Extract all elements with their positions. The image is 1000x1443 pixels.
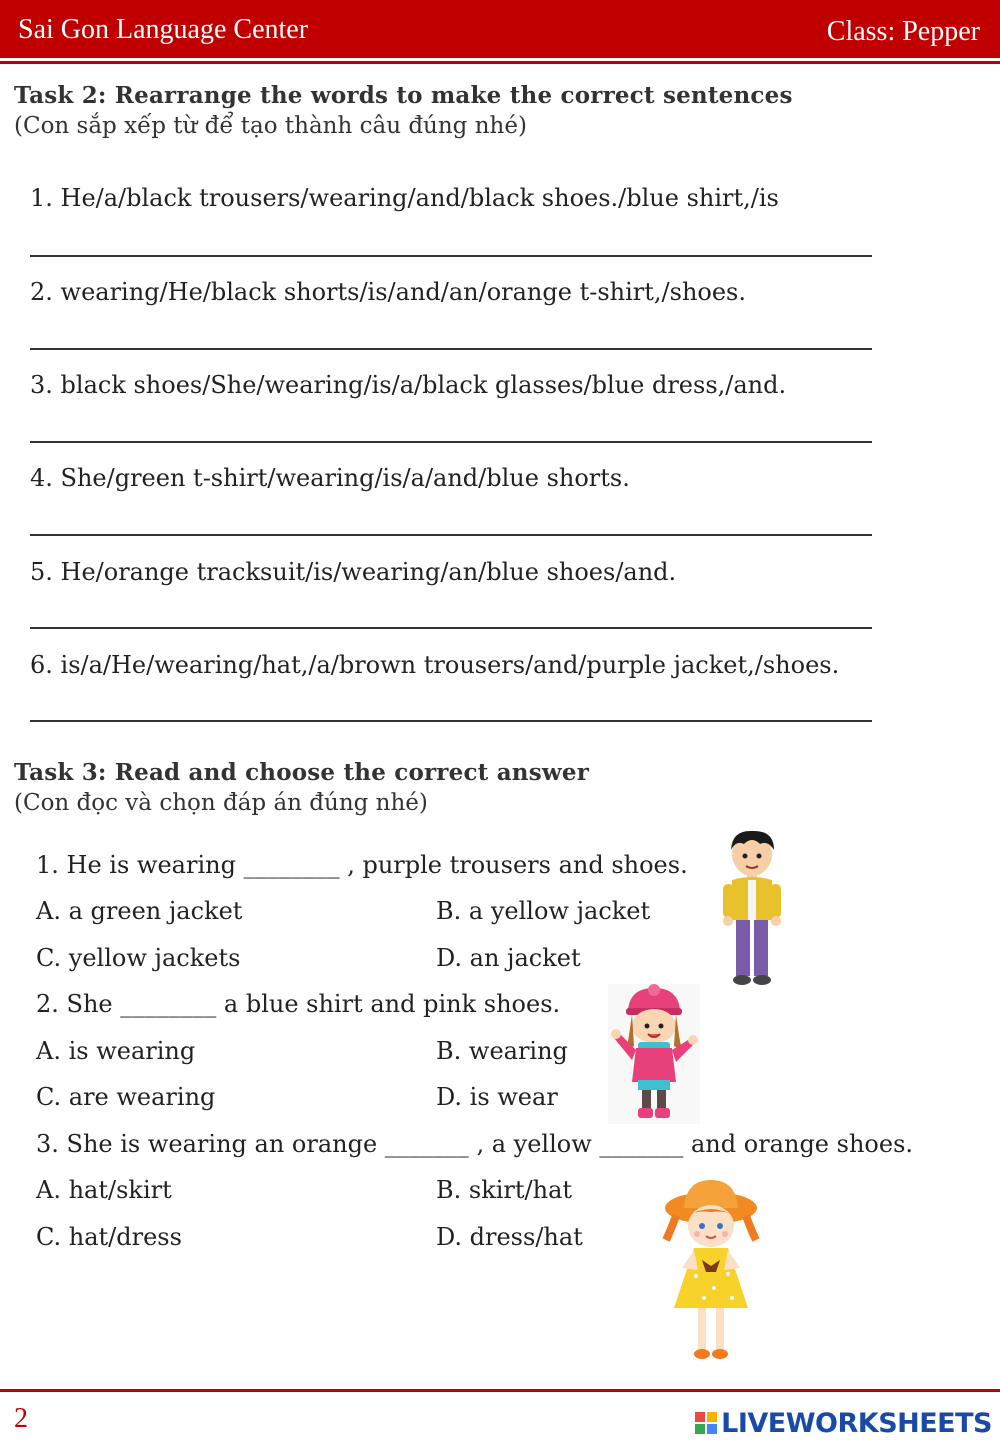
task2-answer-line-4[interactable] [30, 534, 872, 536]
q1-option-d[interactable]: D. an jacket [436, 944, 581, 972]
task2-sentence-3: 3. black shoes/She/wearing/is/a/black glasses/blue dress,/and. [30, 371, 787, 399]
footer-rule [0, 1389, 1000, 1392]
task2-sentence-2: 2. wearing/He/black shorts/is/and/an/orange t-shirt,/shoes. [30, 278, 746, 306]
q1-option-b[interactable]: B. a yellow jacket [436, 897, 651, 925]
logo-blocks-icon [695, 1412, 717, 1434]
q3-option-c[interactable]: C. hat/dress [36, 1223, 182, 1251]
task3-question-3: 3. She is wearing an orange _______ , a yellow _______ and orange shoes. [36, 1130, 914, 1158]
q3-option-a[interactable]: A. hat/skirt [36, 1176, 172, 1204]
liveworksheets-logo[interactable] [695, 1406, 992, 1440]
task2-answer-line-5[interactable] [30, 627, 872, 629]
header-rule [0, 61, 1000, 64]
q2-option-b[interactable]: B. wearing [436, 1037, 568, 1065]
q2-option-d[interactable]: D. is wear [436, 1083, 558, 1111]
girl-pink-clothes-illustration [608, 984, 700, 1124]
task2-subtitle: (Con sắp xếp từ để tạo thành câu đúng nhé) [14, 113, 527, 139]
task2-answer-line-1[interactable] [30, 255, 872, 257]
task3-question-1: 1. He is wearing ________ , purple trousers and shoes. [36, 851, 688, 879]
girl-orange-hat-illustration [656, 1176, 766, 1366]
task2-sentence-5: 5. He/orange tracksuit/is/wearing/an/blue shoes/and. [30, 558, 677, 586]
task3-subtitle: (Con đọc và chọn đáp án đúng nhé) [14, 790, 428, 816]
q3-option-d[interactable]: D. dress/hat [436, 1223, 583, 1251]
boy-yellow-jacket-illustration [718, 828, 786, 986]
task2-title: Task 2: Rearrange the words to make the correct sentences [14, 82, 793, 109]
task2-answer-line-3[interactable] [30, 441, 872, 443]
task2-sentence-4: 4. She/green t-shirt/wearing/is/a/and/blue shorts. [30, 464, 630, 492]
logo-text: LIVEWORKSHEETS [721, 1407, 992, 1439]
task2-sentence-1: 1. He/a/black trousers/wearing/and/black shoes./blue shirt,/is [30, 184, 779, 212]
header-bar [0, 0, 1000, 58]
page-number: 2 [14, 1403, 28, 1434]
task2-answer-line-6[interactable] [30, 720, 872, 722]
task3-title: Task 3: Read and choose the correct answer [14, 759, 590, 786]
center-name: Sai Gon Language Center [18, 14, 309, 45]
q3-option-b[interactable]: B. skirt/hat [436, 1176, 573, 1204]
task3-question-2: 2. She ________ a blue shirt and pink shoes. [36, 990, 561, 1018]
q2-option-a[interactable]: A. is wearing [36, 1037, 196, 1065]
class-label: Class: Pepper [826, 16, 980, 47]
q1-option-c[interactable]: C. yellow jackets [36, 944, 241, 972]
task2-sentence-6: 6. is/a/He/wearing/hat,/a/brown trousers/and/purple jacket,/shoes. [30, 651, 840, 679]
q1-option-a[interactable]: A. a green jacket [36, 897, 243, 925]
q2-option-c[interactable]: C. are wearing [36, 1083, 216, 1111]
task2-answer-line-2[interactable] [30, 348, 872, 350]
